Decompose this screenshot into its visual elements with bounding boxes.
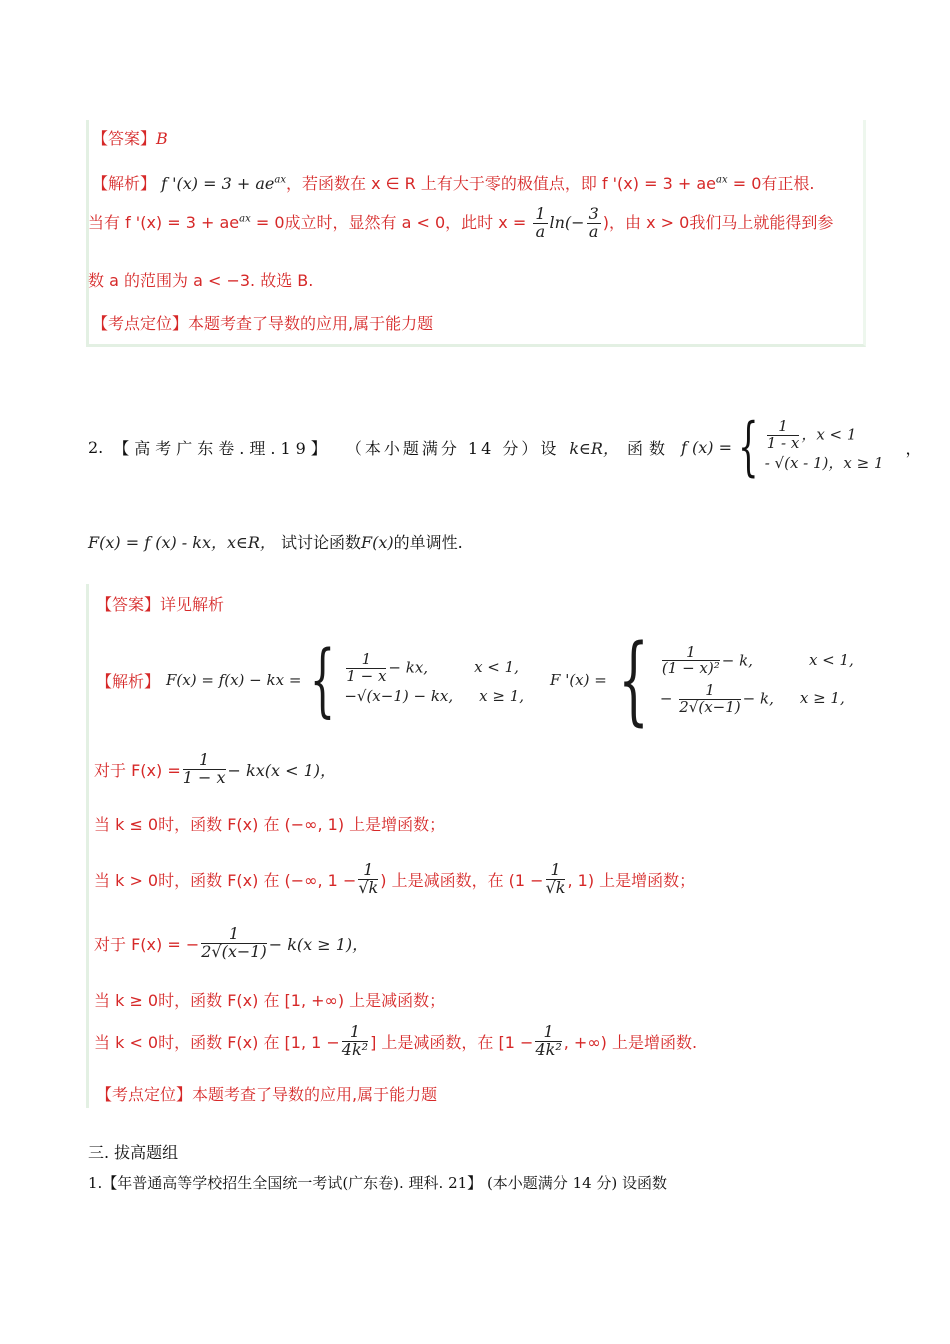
analysis-line-1 (92, 171, 814, 194)
F-case2-cond: x ≥ 1, (479, 687, 525, 706)
exp-sup: ax (274, 174, 286, 186)
question-2-line-2 (88, 530, 463, 553)
Fp-case2-tail: − k, (742, 689, 774, 708)
derivative-expr: f '(x) = 3 + ae (161, 174, 275, 193)
section-3-question-1: 1.【年普通高等学校招生全国统一考试(广东卷). 理科. 21】 (本小题满分 14 分) 设函数 (88, 1174, 668, 1192)
sol4-frac: $\frac{1}{2√(x-1)}$ (201, 924, 267, 961)
analysis-line-2 (88, 206, 833, 241)
func-label: 函数 (626, 438, 671, 458)
sol3-pre: 当 k > 0时，函数 F(x) 在 (−∞, 1 − (94, 870, 357, 890)
analysis-label-2: 【解析】 (96, 671, 161, 691)
F-case1-cond: x < 1, (474, 658, 519, 676)
left-brace-Fp: { (618, 624, 649, 736)
F-of-x: F(x) (361, 533, 394, 552)
F-def-expr: F(x) = f(x) − kx = (166, 671, 302, 689)
solution-line-3 (94, 862, 695, 897)
frac-F-case1: $\frac{1}{1 - x}$ (346, 649, 387, 685)
sol4-pre: 对于 F(x) = − (94, 934, 200, 954)
Fp-case2-cond: x ≥ 1, (799, 689, 845, 708)
Fp-case1-cond: x < 1, (808, 650, 854, 669)
ln-expr: ln(− (549, 212, 585, 232)
left-brace: { (738, 410, 759, 484)
question-number: 2. (88, 437, 104, 457)
fraction-3-over-a: $\frac{3}{a}$ (588, 204, 599, 241)
exp-sup-3: ax (239, 213, 251, 225)
section-3-heading: 三. 拔高题组 (88, 1143, 179, 1162)
sol6-post: , +∞) 上是增函数. (563, 1032, 698, 1052)
answer-label: 【答案】 (92, 129, 157, 148)
knowledge-point-1: 【考点定位】本题考查了导数的应用,属于能力题 (92, 314, 434, 333)
answer-line-2: 【答案】详见解析 (96, 595, 225, 614)
piecewise-f (764, 416, 884, 476)
case2: - √(x - 1)，x ≥ 1 (764, 454, 884, 473)
solution-line-6 (94, 1024, 697, 1059)
frac-Fp-case1: $\frac{1}{\text{(1 − x)²}}$ (661, 642, 720, 678)
sol6-pre: 当 k < 0时，函数 F(x) 在 [1, 1 − (94, 1032, 340, 1052)
analysis-text-2a: 当有 f '(x) = 3 + ae (88, 212, 240, 232)
sol3-frac-1: $\frac{1}{√k}$ (358, 860, 379, 897)
sol1-frac: $\frac{1}{1 - x}$ (182, 750, 226, 787)
trailing-comma: ， (905, 438, 922, 458)
k-in-R: k∈R， (569, 438, 619, 458)
solution-line-2: 当 k ≤ 0时，函数 F(x) 在 (−∞, 1) 上是增函数； (94, 815, 446, 834)
discuss-text: 试讨论函数 (281, 533, 362, 552)
exp-sup-2: ax (716, 174, 728, 186)
frac-1-over-1-minus-x: $\frac{1}{1 - x}$ (766, 416, 800, 452)
analysis-tail-1: = 0有正根. (727, 174, 815, 193)
analysis-text-2b: = 0成立时，显然有 a < 0，此时 x = (250, 212, 532, 232)
question-source: 【高考广东卷.理.19】 (113, 438, 332, 458)
sol6-frac-2: $\frac{1}{\text{4k²}}$ (535, 1022, 562, 1059)
analysis-line-3: 数 a 的范围为 a < −3. 故选 B. (88, 271, 314, 290)
frac-Fp-case2: $\frac{1}{2√(x-1)}$ (679, 681, 741, 716)
knowledge-point-2: 【考点定位】本题考查了导数的应用,属于能力题 (96, 1085, 438, 1104)
answer-line (92, 126, 168, 149)
derivation-row (96, 624, 854, 736)
sol1-pre: 对于 F(x) = (94, 760, 181, 780)
left-brace-F: { (310, 633, 336, 726)
analysis-label: 【解析】 (92, 174, 157, 193)
analysis-text-1: ，若函数在 x ∈ R 上有大于零的极值点，即 f '(x) = 3 + ae (285, 174, 716, 193)
sol6-frac-1: $\frac{1}{\text{4k²}}$ (341, 1022, 369, 1059)
piecewise-Fp: $\frac{1}{\text{(1 − x)²}}$ − k, x < 1, − $\frac{1}{2√(x-1)}$ − k, x ≥ 1, (659, 642, 854, 716)
question-2-line-1 (88, 410, 922, 484)
case1-cond: ，x < 1 (801, 425, 857, 443)
solution-line-4 (94, 926, 368, 961)
analysis-text-2c: )，由 x > 0我们马上就能得到参 (602, 212, 834, 232)
sol3-post: , 1) 上是增函数； (567, 870, 696, 890)
F-case2: −√(x−1) − kx, (344, 687, 454, 706)
piecewise-F (344, 649, 525, 709)
f-definition: f (x) = (680, 437, 732, 457)
F-definition: F(x) = f (x) - kx，x∈R， (88, 533, 276, 552)
sol4-post: − k(x ≥ 1)， (268, 934, 369, 954)
sol1-post: − kx(x < 1)， (227, 760, 337, 780)
sol3-frac-2: $\frac{1}{√k}$ (545, 860, 566, 897)
sol6-mid: ] 上是减函数，在 [1 − (370, 1032, 534, 1052)
Fp-def-expr: F '(x) = (550, 671, 607, 689)
solution-line-1 (94, 752, 336, 787)
question-score: （本小题满分 14 分）设 (345, 438, 560, 458)
F-case1-tail: − kx, (388, 658, 429, 676)
fraction-1-over-a: $\frac{1}{a}$ (535, 204, 546, 241)
Fp-case1-tail: − k, (721, 650, 753, 669)
monotonicity-text: 的单调性. (393, 533, 463, 552)
answer-value: B (156, 129, 168, 148)
solution-line-5: 当 k ≥ 0时，函数 F(x) 在 [1, +∞) 上是减函数； (94, 991, 446, 1010)
sol3-mid: ) 上是减函数，在 (1 − (380, 870, 544, 890)
